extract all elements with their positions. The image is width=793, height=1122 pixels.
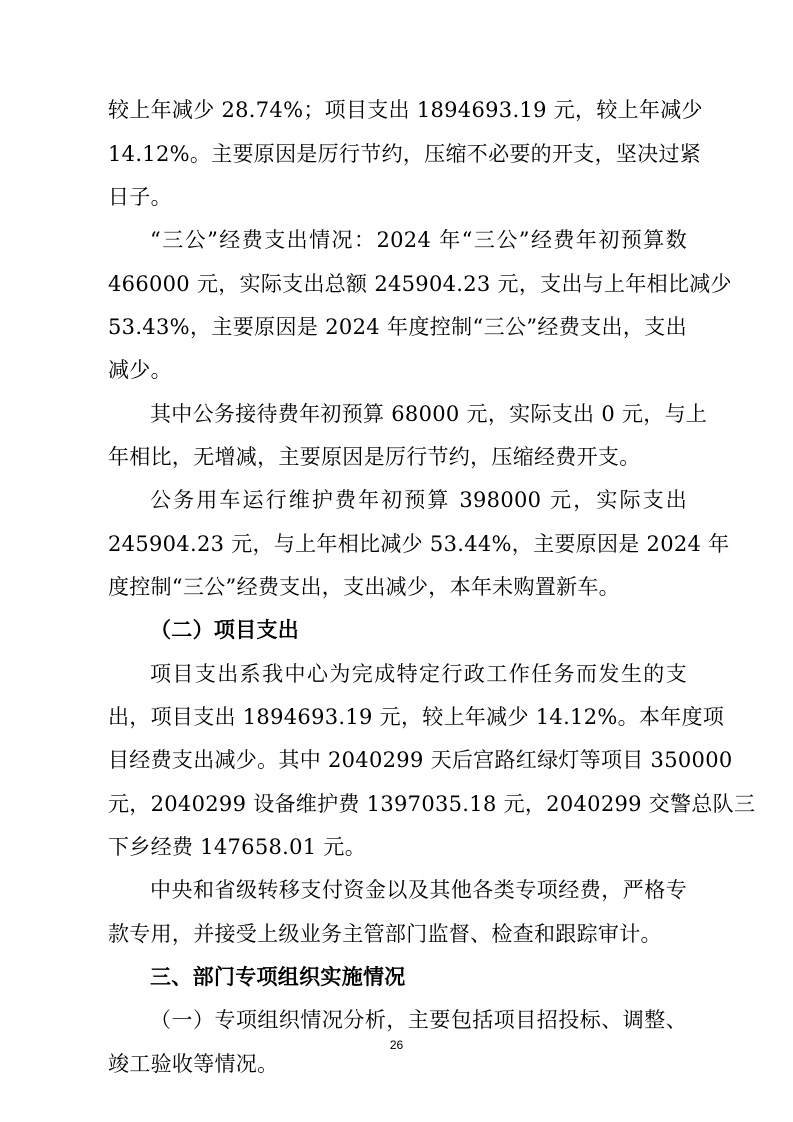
paragraph-line: 度控制“三公”经费支出，支出减少，本年未购置新车。 [108, 575, 620, 599]
paragraph-line: 减少。 [108, 358, 172, 382]
paragraph-line: “三公”经费支出情况：2024 年“三公”经费年初预算数 [150, 228, 687, 252]
paragraph-line: 中央和省级转移支付资金以及其他各类专项经费，严格专 [150, 878, 687, 902]
paragraph-line: 目经费支出减少。其中 2040299 天后宫路红绿灯等项目 350000 [108, 748, 733, 772]
paragraph-line: （一）专项组织情况分析，主要包括项目招投标、调整、 [150, 1008, 687, 1032]
paragraph-line: 公务用车运行维护费年初预算 398000 元，实际支出 [150, 488, 687, 512]
paragraph-line: 款专用，并接受上级业务主管部门监督、检查和跟踪审计。 [108, 922, 662, 946]
paragraph-line: 日子。 [108, 185, 172, 209]
paragraph-line: 元，2040299 设备维护费 1397035.18 元，2040299 交警总队三 [108, 792, 756, 816]
paragraph-line: 其中公务接待费年初预算 68000 元，实际支出 0 元，与上 [150, 402, 708, 426]
paragraph-line: 出，项目支出 1894693.19 元，较上年减少 14.12%。本年度项 [108, 705, 725, 729]
paragraph-line: 竣工验收等情况。 [108, 1052, 279, 1076]
section-heading: 三、部门专项组织实施情况 [150, 965, 406, 989]
paragraph-line: 466000 元，实际支出总额 245904.23 元，支出与上年相比减少 [108, 272, 732, 296]
paragraph-line: 53.43%，主要原因是 2024 年度控制“三公”经费支出，支出 [108, 315, 687, 339]
paragraph-line: 下乡经费 147658.01 元。 [108, 835, 367, 859]
section-heading: （二）项目支出 [150, 618, 300, 642]
paragraph-line: 245904.23 元，与上年相比减少 53.44%，主要原因是 2024 年 [108, 532, 730, 556]
page-number: 26 [389, 1038, 404, 1052]
paragraph-line: 较上年减少 28.74%；项目支出 1894693.19 元，较上年减少 [108, 98, 703, 122]
paragraph-line: 项目支出系我中心为完成特定行政工作任务而发生的支 [150, 662, 687, 686]
paragraph-line: 14.12%。主要原因是厉行节约，压缩不必要的开支，坚决过紧 [108, 142, 702, 166]
paragraph-line: 年相比，无增减，主要原因是厉行节约，压缩经费开支。 [108, 445, 641, 469]
